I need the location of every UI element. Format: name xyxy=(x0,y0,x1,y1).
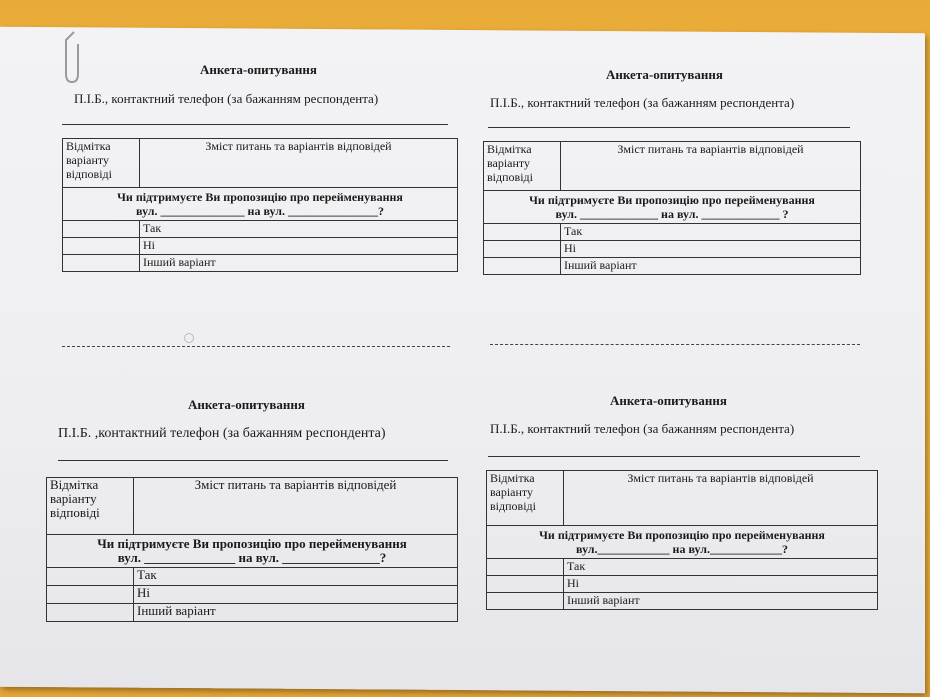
answer-table xyxy=(486,470,878,610)
question-cell xyxy=(63,188,458,221)
question-text: Чи підтримуєте Ви пропозицію про перейменування xyxy=(539,528,825,542)
content-column-header: Зміст питань та варіантів відповідей xyxy=(134,478,458,535)
option-mark-other[interactable] xyxy=(47,604,134,622)
option-yes-label: Так xyxy=(134,568,458,586)
option-no-label: Ні xyxy=(561,241,861,258)
option-mark-no[interactable] xyxy=(487,576,564,593)
street-rename-line[interactable]: вул. _____________ на вул. _____________ ? xyxy=(555,207,789,221)
content-column-header: Зміст питань та варіантів відповідей xyxy=(140,139,458,188)
option-mark-yes[interactable] xyxy=(47,568,134,586)
option-mark-yes[interactable] xyxy=(63,221,140,238)
street-rename-line[interactable]: вул.____________ на вул.____________? xyxy=(576,542,788,556)
respondent-info-label: П.І.Б. ,контактний телефон (за бажанням респондента) xyxy=(58,426,386,441)
respondent-info-line[interactable] xyxy=(62,124,448,125)
paper-hole xyxy=(184,333,194,343)
answer-table xyxy=(483,141,861,275)
option-mark-other[interactable] xyxy=(484,258,561,275)
option-no-label: Ні xyxy=(140,238,458,255)
street-rename-line[interactable]: вул. ______________ на вул. _______________? xyxy=(136,204,384,218)
mark-column-header: Відмітка варіанту відповіді xyxy=(47,478,134,535)
respondent-info-label: П.І.Б., контактний телефон (за бажанням респондента) xyxy=(490,421,795,436)
option-other-label: Інший варіант xyxy=(140,255,458,272)
respondent-info-line[interactable] xyxy=(488,127,850,128)
question-text: Чи підтримуєте Ви пропозицію про перейменування xyxy=(117,190,403,204)
cut-line-right xyxy=(490,344,860,345)
question-text: Чи підтримуєте Ви пропозицію про перейменування xyxy=(529,193,815,207)
question-cell xyxy=(487,526,878,559)
respondent-info-line[interactable] xyxy=(488,456,860,457)
form-title: Анкета-опитування xyxy=(610,393,727,408)
option-no-label: Ні xyxy=(564,576,878,593)
question-cell xyxy=(47,535,458,568)
mark-column-header: Відмітка варіанту відповіді xyxy=(487,471,564,526)
question-cell xyxy=(484,191,861,224)
form-title: Анкета-опитування xyxy=(606,67,723,82)
mark-column-header: Відмітка варіанту відповіді xyxy=(484,142,561,191)
option-mark-other[interactable] xyxy=(63,255,140,272)
cut-line-left xyxy=(62,346,450,347)
form-title: Анкета-опитування xyxy=(188,397,305,412)
option-yes-label: Так xyxy=(140,221,458,238)
option-yes-label: Так xyxy=(561,224,861,241)
answer-table xyxy=(46,477,458,622)
option-other-label: Інший варіант xyxy=(564,593,878,610)
respondent-info-label: П.І.Б., контактний телефон (за бажанням респондента) xyxy=(74,91,379,106)
option-no-label: Ні xyxy=(134,586,458,604)
street-rename-line[interactable]: вул. ______________ на вул. _______________? xyxy=(117,550,387,565)
mark-column-header: Відмітка варіанту відповіді xyxy=(63,139,140,188)
option-other-label: Інший варіант xyxy=(561,258,861,275)
respondent-info-line[interactable] xyxy=(58,460,448,461)
content-column-header: Зміст питань та варіантів відповідей xyxy=(564,471,878,526)
option-mark-no[interactable] xyxy=(484,241,561,258)
option-mark-no[interactable] xyxy=(47,586,134,604)
option-mark-other[interactable] xyxy=(487,593,564,610)
option-mark-no[interactable] xyxy=(63,238,140,255)
form-title: Анкета-опитування xyxy=(200,62,317,77)
question-text: Чи підтримуєте Ви пропозицію про перейменування xyxy=(97,536,407,551)
option-mark-yes[interactable] xyxy=(487,559,564,576)
content-column-header: Зміст питань та варіантів відповідей xyxy=(561,142,861,191)
paper-clip-icon xyxy=(56,30,84,86)
option-mark-yes[interactable] xyxy=(484,224,561,241)
respondent-info-label: П.І.Б., контактний телефон (за бажанням респондента) xyxy=(490,95,795,110)
option-yes-label: Так xyxy=(564,559,878,576)
option-other-label: Інший варіант xyxy=(134,604,458,622)
answer-table xyxy=(62,138,458,272)
